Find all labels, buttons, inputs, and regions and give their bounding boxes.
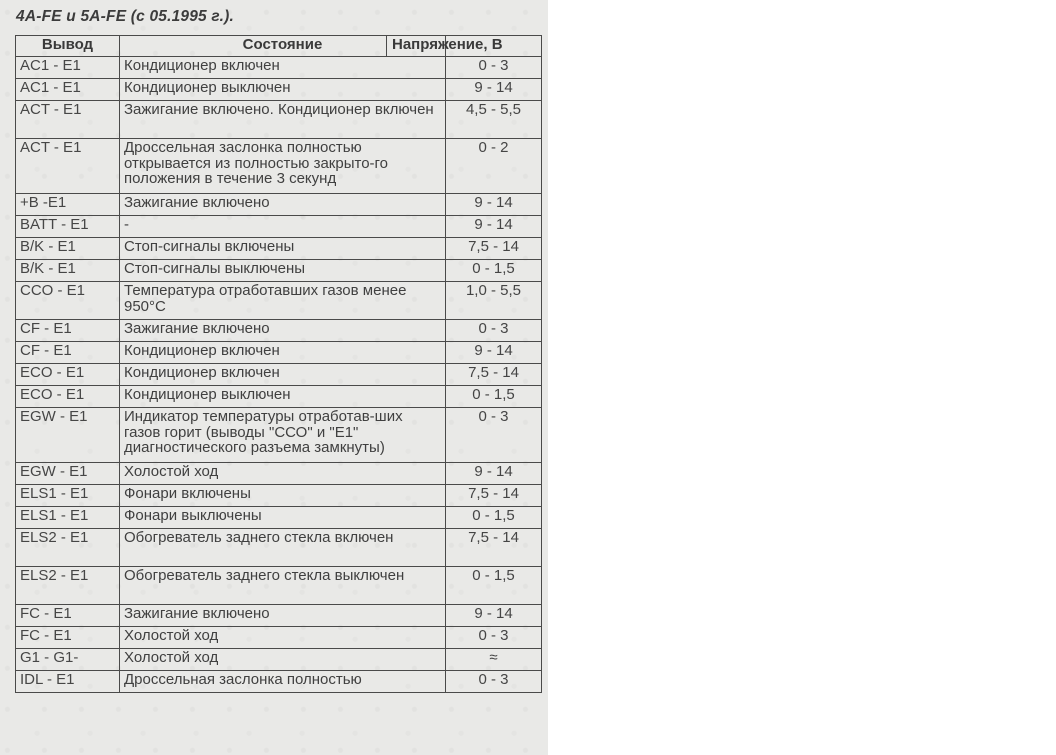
voltage-cell: 0 - 2 [446, 139, 542, 194]
voltage-cell: 9 - 14 [446, 79, 542, 101]
pin-cell: ACT - E1 [16, 101, 120, 139]
table-row [16, 194, 542, 216]
state-cell: Холостой ход [120, 627, 446, 649]
state-cell: Дроссельная заслонка полностью открывается из полностью закрыто-го положения в течение 3 секунд [120, 139, 446, 194]
voltage-cell: 0 - 3 [446, 408, 542, 463]
header-voltage: Напряжение, В [446, 36, 542, 57]
state-cell: Зажигание включено [120, 194, 446, 216]
pin-cell: AC1 - E1 [16, 57, 120, 79]
pin-cell: CF - E1 [16, 320, 120, 342]
voltage-cell: 0 - 3 [446, 627, 542, 649]
state-cell: - [120, 216, 446, 238]
voltage-cell: 9 - 14 [446, 216, 542, 238]
voltage-cell: 9 - 14 [446, 463, 542, 485]
voltage-cell: 7,5 - 14 [446, 529, 542, 567]
pin-cell: EGW - E1 [16, 463, 120, 485]
state-cell: Индикатор температуры отработав-ших газов горит (выводы "ССО" и "Е1" диагностического разъема замкнуты) [120, 408, 446, 463]
state-cell: Стоп-сигналы включены [120, 238, 446, 260]
table-row [16, 260, 542, 282]
voltage-cell: 0 - 3 [446, 57, 542, 79]
state-cell: Фонари выключены [120, 507, 446, 529]
state-cell: Кондиционер выключен [120, 386, 446, 408]
voltage-cell: 0 - 1,5 [446, 386, 542, 408]
pin-cell: ACT - E1 [16, 139, 120, 194]
state-cell: Зажигание включено. Кондиционер включен [120, 101, 446, 139]
table-row [16, 79, 542, 101]
pin-cell: G1 - G1- [16, 649, 120, 671]
state-cell: Зажигание включено [120, 320, 446, 342]
table-row [16, 605, 542, 627]
state-cell: Холостой ход [120, 463, 446, 485]
voltage-cell: 7,5 - 14 [446, 238, 542, 260]
state-cell: Фонари включены [120, 485, 446, 507]
state-cell: Дроссельная заслонка полностью [120, 671, 446, 693]
table-row [16, 463, 542, 485]
voltage-cell: 0 - 1,5 [446, 260, 542, 282]
voltage-cell: 0 - 3 [446, 320, 542, 342]
voltage-cell: 0 - 3 [446, 671, 542, 693]
table-row [16, 529, 542, 567]
table-row [16, 485, 542, 507]
pin-cell: B/K - E1 [16, 260, 120, 282]
pin-voltage-table [15, 35, 542, 693]
voltage-cell: 4,5 - 5,5 [446, 101, 542, 139]
state-cell: Температура отработавших газов менее 950°С [120, 282, 446, 320]
pin-cell: FC - E1 [16, 627, 120, 649]
table-row [16, 649, 542, 671]
header-pin: Вывод [16, 36, 120, 57]
table-row [16, 364, 542, 386]
pin-cell: AC1 - E1 [16, 79, 120, 101]
pin-cell: CCO - E1 [16, 282, 120, 320]
table-row [16, 320, 542, 342]
voltage-cell: 9 - 14 [446, 194, 542, 216]
state-cell: Зажигание включено [120, 605, 446, 627]
pin-cell: ELS1 - E1 [16, 507, 120, 529]
voltage-cell: 7,5 - 14 [446, 364, 542, 386]
table-row [16, 282, 542, 320]
header-state: Состояние [120, 36, 446, 57]
pin-cell: B/K - E1 [16, 238, 120, 260]
state-cell: Кондиционер включен [120, 57, 446, 79]
pin-cell: ELS2 - E1 [16, 567, 120, 605]
voltage-cell: 0 - 1,5 [446, 507, 542, 529]
table-row [16, 627, 542, 649]
table-row [16, 238, 542, 260]
table-row [16, 507, 542, 529]
voltage-cell: ≈ [446, 649, 542, 671]
table-row [16, 216, 542, 238]
state-cell: Кондиционер включен [120, 364, 446, 386]
state-cell: Стоп-сигналы выключены [120, 260, 446, 282]
engine-heading: 4A-FE и 5A-FE (с 05.1995 г.). [16, 8, 235, 25]
table-row [16, 57, 542, 79]
table-row [16, 408, 542, 463]
pin-cell: ELS2 - E1 [16, 529, 120, 567]
voltage-cell: 7,5 - 14 [446, 485, 542, 507]
pin-cell: +B -E1 [16, 194, 120, 216]
pin-cell: ELS1 - E1 [16, 485, 120, 507]
pin-cell: BATT - E1 [16, 216, 120, 238]
pin-cell: FC - E1 [16, 605, 120, 627]
table-row [16, 671, 542, 693]
pin-cell: IDL - E1 [16, 671, 120, 693]
state-cell: Кондиционер включен [120, 342, 446, 364]
table-row [16, 101, 542, 139]
pin-cell: EGW - E1 [16, 408, 120, 463]
pin-cell: CF - E1 [16, 342, 120, 364]
state-cell: Кондиционер выключен [120, 79, 446, 101]
state-cell: Обогреватель заднего стекла выключен [120, 567, 446, 605]
table-row [16, 139, 542, 194]
voltage-cell: 0 - 1,5 [446, 567, 542, 605]
state-cell: Холостой ход [120, 649, 446, 671]
pin-cell: ECO - E1 [16, 364, 120, 386]
voltage-cell: 1,0 - 5,5 [446, 282, 542, 320]
table-row [16, 567, 542, 605]
voltage-cell: 9 - 14 [446, 342, 542, 364]
pin-cell: ECO - E1 [16, 386, 120, 408]
state-cell: Обогреватель заднего стекла включен [120, 529, 446, 567]
header-row [16, 36, 542, 57]
table-row [16, 342, 542, 364]
voltage-cell: 9 - 14 [446, 605, 542, 627]
table-row [16, 386, 542, 408]
